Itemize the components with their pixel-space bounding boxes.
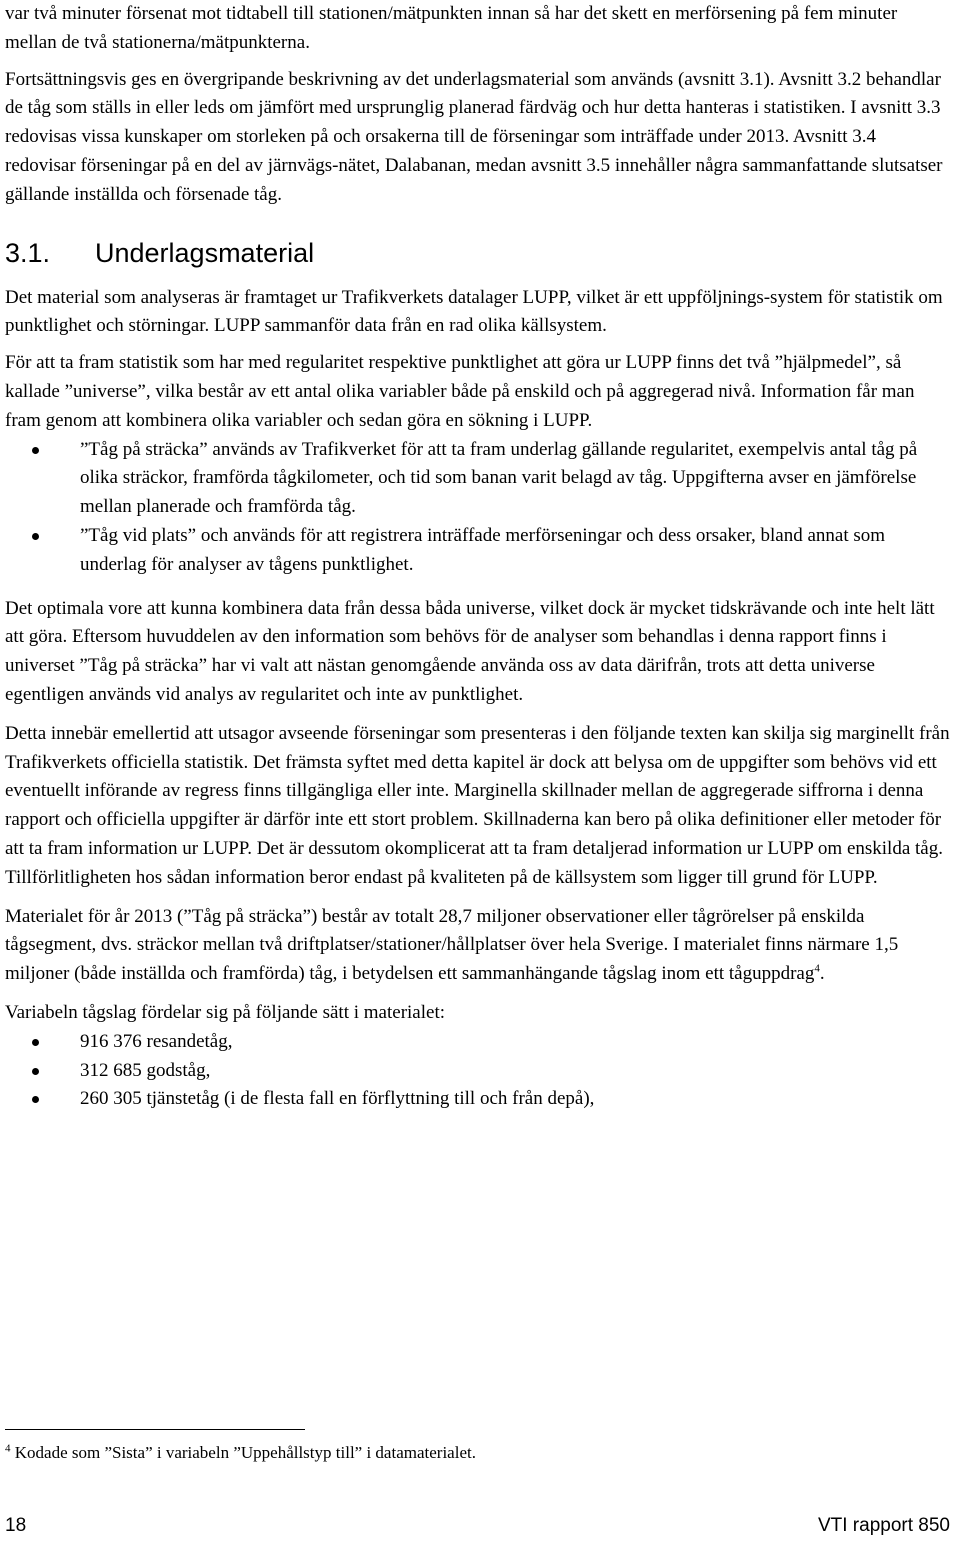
body-paragraph-1: Det material som analyseras är framtaget ur Trafikverkets datalager LUPP, vilket är ett uppföljnings-system för statistik om punktlighet och störningar. LUPP sammanför data från en rad olika källsystem. xyxy=(5,286,943,337)
list-item: 260 305 tjänstetåg (i de flesta fall en förflyttning till och från depå), xyxy=(5,1085,950,1114)
body-paragraph-2: För att ta fram statistik som har med regularitet respektive punktlighet att göra ur LUPP finns det två ”hjälpmedel”, så kallade ”universe”, vilka består av ett antal olika variabler både på enskild och på aggregerad nivå. Information får man fram genom att kombinera olika variabler och sedan göra en sökning i LUPP. xyxy=(5,352,915,431)
footnote-text: Kodade som ”Sista” i variabeln ”Uppehållstyp till” i datamaterialet. xyxy=(10,1443,476,1462)
paragraph-5-text: Materialet för år 2013 (”Tåg på sträcka”) består av totalt 28,7 miljoner observationer eller tågrörelser på enskilda tågsegment, dvs. sträckor mellan två driftplatser/stationer/hållplatser över hela Sverige. I materialet finns närmare 1,5 miljoner (både inställda och framförda) tåg, i betydelsen ett sammanhängande tågslag inom ett tåguppdrag xyxy=(5,905,899,985)
footnote-reference: 4 xyxy=(814,962,820,975)
footnote-divider xyxy=(5,1429,305,1430)
body-paragraph-6: Variabeln tågslag fördelar sig på följande sätt i materialet: xyxy=(5,1001,445,1023)
report-name: VTI rapport 850 xyxy=(817,1515,950,1536)
list-item: 312 685 godståg, xyxy=(5,1057,950,1086)
page-number: 18 xyxy=(5,1515,27,1536)
body-paragraph-5 xyxy=(5,903,950,989)
intro-paragraph-2: Fortsättningsvis ges en övergripande beskrivning av det underlagsmaterial som används (avsnitt 3.1). Avsnitt 3.2 behandlar de tåg som ställs in eller leds om jämfört med ursprunglig planerad färdväg och hur detta hanteras i statistiken. I avsnitt 3.3 redovisas vissa kunskaper om storleken på och orsakerna till de förseningar som inträffade under 2013. Avsnitt 3.4 redovisar förseningar på en del av järnvägs-nätet, Dalabanan, medan avsnitt 3.5 innehåller några sammanfattande slutsatser gällande inställda och försenade tåg. xyxy=(5,68,943,205)
list-item: ”Tåg på sträcka” används av Trafikverket för att ta fram underlag gällande regularitet, exempelvis antal tåg på olika sträckor, framförda tågkilometer, och tid som banan varit belagd av tåg. Uppgifterna avser en jämförelse mellan planerade och framförda tåg. xyxy=(5,436,950,522)
body-paragraph-3: Det optimala vore att kunna kombinera data från dessa båda universe, vilket dock är mycket tidskrävande och inte helt lätt att göra. Eftersom huvuddelen av den information som behövs för de analyser som behandlas i denna rapport finns i universet ”Tåg på sträcka” har vi valt att nästan genomgående använda oss av data därifrån, trots att detta universe egentligen används vid analys av regularitet och inte av punktlighet. xyxy=(5,597,935,705)
paragraph-5-end: . xyxy=(819,963,825,985)
footnote-marker: 4 xyxy=(5,1442,11,1455)
intro-paragraph-1: var två minuter försenat mot tidtabell till stationen/mätpunkten innan så har det skett en merförsening på fem minuter mellan de två stationerna/mätpunkterna. xyxy=(5,3,898,53)
section-title: Underlagsmaterial xyxy=(95,237,315,268)
page-footer xyxy=(5,1512,950,1541)
list-item: ”Tåg vid plats” och används för att registrera inträffade merförseningar och dess orsaker, bland annat som underlag för analyser av tågens punktlighet. xyxy=(5,522,950,580)
body-paragraph-4: Detta innebär emellertid att utsagor avseende förseningar som presenteras i den följande texten kan skilja sig marginellt från Trafikverkets officiella statistik. Det främsta syftet med detta kapitel är dock att belysa om de uppgifter som behövs vid ett eventuellt införande av regress finns tillgängliga eller inte. Marginella skillnader mellan de aggregerade siffrorna i denna rapport och officiella uppgifter är därför inte ett stort problem. Skillnaderna kan bero på olika definitioner eller metoder för att ta fram information ur LUPP. Det är dessutom okomplicerat att ta fram detaljerad information ur LUPP om enskilda tåg. Tillförlitligheten hos sådan information beror endast på kvaliteten på de källsystem som ligger till grund för LUPP. xyxy=(5,722,950,888)
section-number: 3.1. xyxy=(5,237,51,268)
document-page xyxy=(5,0,950,1114)
train-type-list xyxy=(5,1028,950,1114)
list-item: 916 376 resandetåg, xyxy=(5,1028,950,1057)
footnote xyxy=(5,1441,476,1465)
universe-list xyxy=(5,436,950,580)
section-heading xyxy=(5,236,950,270)
